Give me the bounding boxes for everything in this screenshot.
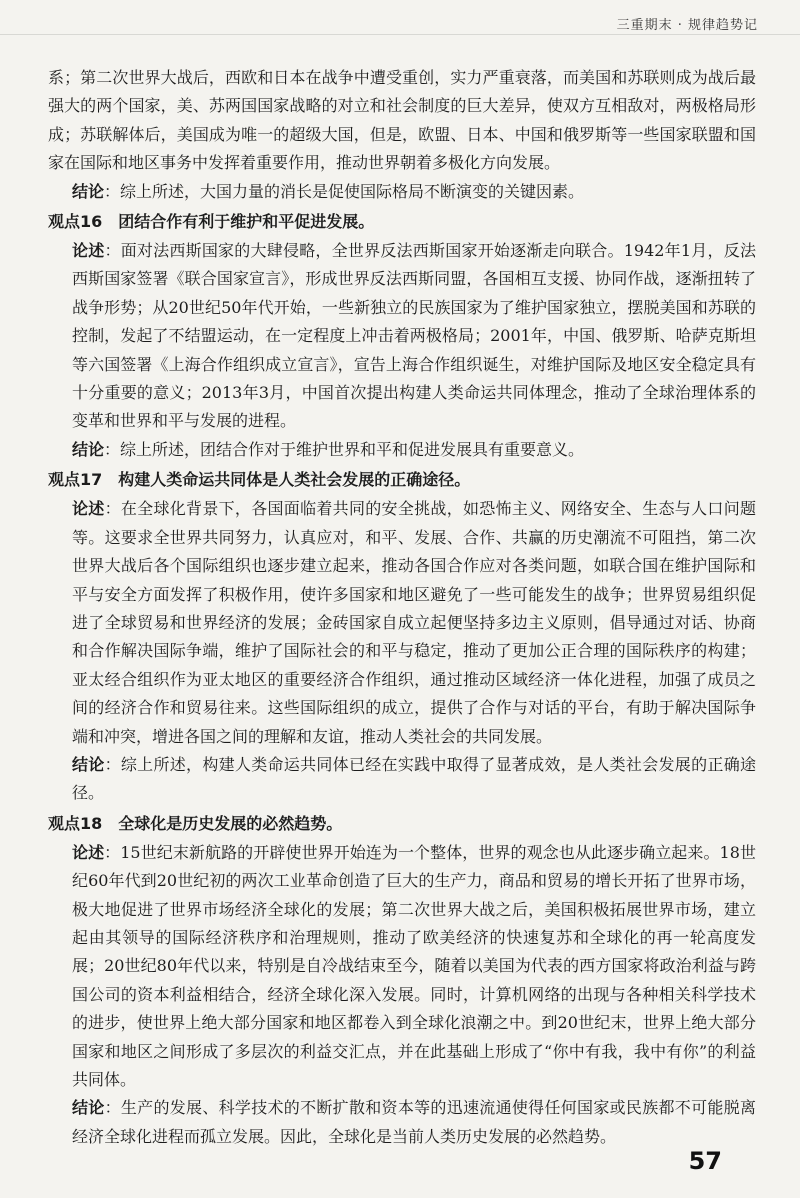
viewpoint-argument — [48, 839, 756, 1095]
viewpoint-conclusion — [48, 751, 756, 808]
running-header: 三重期末 · 规律趋势记 — [616, 18, 758, 33]
viewpoint-number: 观点18 — [48, 813, 103, 833]
argument-text: ：在全球化背景下，各国面临着共同的安全挑战，如恐怖主义、网络安全、生态与人口问题等。这要求全世界共同努力，认真应对，和平、发展、合作、共赢的历史潮流不可阻挡，第二次世界大战后各个国际组织也逐步建立起来，推动各国合作应对各类问题，如联合国在维护国际和平与安全方面发挥了积极作用，使许多国家和地区避免了一些可能发生的战争；世界贸易组织促进了全球贸易和世界经济的发展；金砖国家自成立起便坚持多边主义原则，倡导通过对话、协商和合作解决国际争端，维护了国际社会的和平与稳定，推动了更加公正合理的国际秩序的构建；亚太经合组织作为亚太地区的重要经济合作组织，通过推动区域经济一体化进程，加强了成员之间的经济合作和贸易往来。这些国际组织的成立，提供了合作与对话的平台，有助于解决国际争端和冲突，增进各国之间的理解和友谊，推动人类社会的共同发展。 — [72, 499, 756, 746]
page-number: 57 — [688, 1147, 722, 1175]
argument-label: 论述 — [72, 499, 105, 519]
viewpoint-title: 团结合作有利于维护和平促进发展。 — [118, 212, 375, 232]
viewpoint-title: 全球化是历史发展的必然趋势。 — [118, 813, 343, 833]
intro-paragraph: 系；第二次世界大战后，西欧和日本在战争中遭受重创，实力严重衰落，而美国和苏联则成为战后最强大的两个国家，美、苏两国国家战略的对立和社会制度的巨大差异，使双方互相敌对，两极格局形成；苏联解体后，美国成为唯一的超级大国，但是，欧盟、日本、中国和俄罗斯等一些国家联盟和国家在国际和地区事务中发挥着重要作用，推动世界朝着多极化方向发展。 — [48, 68, 756, 173]
viewpoint-heading — [48, 808, 756, 839]
argument-text: ：15世纪末新航路的开辟使世界开始连为一个整体，世界的观念也从此逐步确立起来。18世纪60年代到20世纪初的两次工业革命创造了巨大的生产力，商品和贸易的增长开拓了世界市场，极大地促进了世界市场经济全球化的发展；第二次世界大战之后，美国积极拓展世界市场，建立起由其领导的国际经济秩序和治理规则，推动了欧美经济的快速复苏和全球化的再一轮高度发展；20世纪80年代以来，特别是自冷战结束至今，随着以美国为代表的西方国家将政治利益与跨国公司的资本利益相结合，经济全球化深入发展。同时，计算机网络的出现与各种相关科学技术的进步，使世界上绝大部分国家和地区都卷入到全球化浪潮之中。到20世纪末，世界上绝大部分国家和地区之间形成了多层次的利益交汇点，并在此基础上形成了“你中有我，我中有你”的利益共同体。 — [72, 842, 756, 1089]
viewpoint-number: 观点17 — [48, 470, 103, 490]
conclusion-label: 结论 — [72, 439, 105, 459]
conclusion-label: 结论 — [72, 754, 105, 774]
intro-conclusion — [48, 178, 756, 206]
viewpoint-conclusion — [48, 1094, 756, 1151]
page-body — [48, 64, 756, 1151]
conclusion-text: ：综上所述，团结合作对于维护世界和平和促进发展具有重要意义。 — [104, 439, 585, 459]
conclusion-label: 结论 — [72, 181, 105, 201]
conclusion-text: ：生产的发展、科学技术的不断扩散和资本等的迅速流通使得任何国家或民族都不可能脱离经济全球化进程而孤立发展。因此，全球化是当前人类历史发展的必然趋势。 — [72, 1098, 756, 1146]
conclusion-label: 结论 — [72, 1098, 105, 1118]
viewpoint-argument — [48, 495, 756, 751]
header-divider — [0, 34, 800, 35]
viewpoint-number: 观点16 — [48, 212, 103, 232]
argument-label: 论述 — [72, 241, 105, 261]
conclusion-text: ：综上所述，构建人类命运共同体已经在实践中取得了显著成效，是人类社会发展的正确途径。 — [72, 754, 756, 803]
argument-text: ：面对法西斯国家的大肆侵略，全世界反法西斯国家开始逐渐走向联合。1942年1月，反法西斯国家签署《联合国家宣言》，形成世界反法西斯同盟，各国相互支援、协同作战，逐渐扭转了战争形势；从20世纪50年代开始，一些新独立的民族国家为了维护国家独立，摆脱美国和苏联的控制，发起了不结盟运动，在一定程度上冲击着两极格局；2001年，中国、俄罗斯、哈萨克斯坦等六国签署《上海合作组织成立宣言》，宣告上海合作组织诞生，对维护国际及地区安全稳定具有十分重要的意义；2013年3月，中国首次提出构建人类命运共同体理念，推动了全球治理体系的变革和世界和平与发展的进程。 — [72, 241, 756, 431]
viewpoint-title: 构建人类命运共同体是人类社会发展的正确途径。 — [118, 470, 471, 490]
viewpoint-heading — [48, 206, 756, 237]
argument-label: 论述 — [72, 842, 105, 862]
viewpoint-argument — [48, 237, 756, 436]
viewpoint-heading — [48, 464, 756, 495]
viewpoint-conclusion — [48, 436, 756, 464]
conclusion-text: ：综上所述，大国力量的消长是促使国际格局不断演变的关键因素。 — [104, 181, 585, 201]
